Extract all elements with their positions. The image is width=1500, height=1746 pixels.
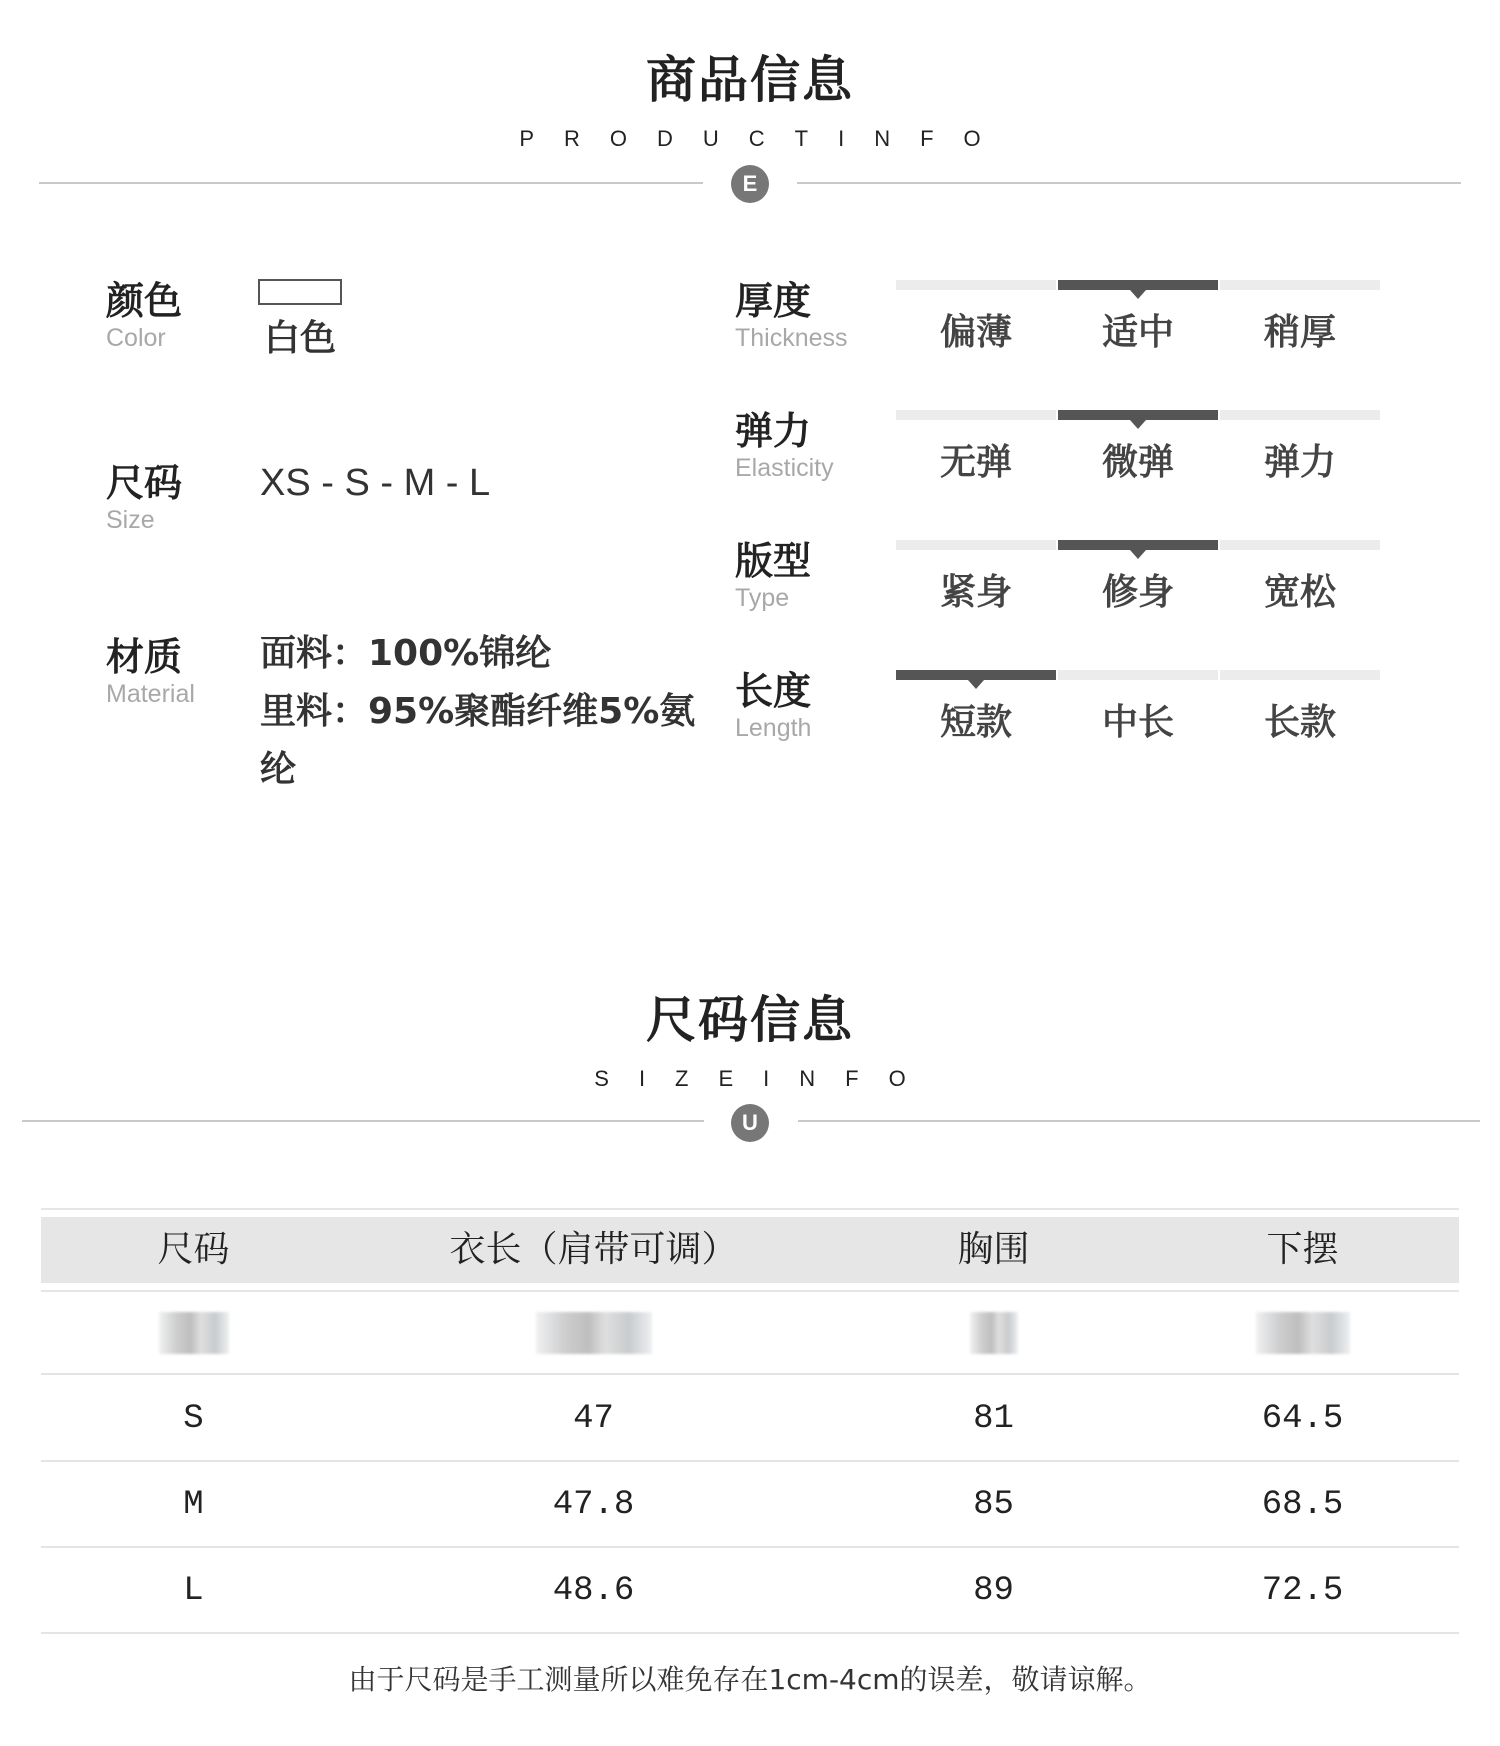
scale-segment — [1220, 540, 1380, 550]
scale-track — [896, 670, 1384, 744]
divider-left — [39, 182, 703, 184]
scale-segment — [1220, 280, 1380, 290]
redacted-cell — [970, 1312, 1018, 1354]
color-label: 颜色 Color — [106, 279, 183, 352]
scale-track — [896, 280, 1384, 354]
cell-hem: 68.5 — [1261, 1486, 1344, 1524]
size-label: 尺码 Size — [106, 461, 183, 534]
table-row — [41, 1549, 1459, 1634]
cell-length: 47 — [573, 1400, 614, 1438]
redacted-row — [41, 1290, 1459, 1375]
divider-right-2 — [798, 1120, 1480, 1122]
scale-segment-selected — [1058, 540, 1218, 550]
scale-option: 宽松 — [1263, 572, 1336, 613]
scale-label: 厚度 Thickness — [735, 279, 848, 352]
scale-segment — [1220, 670, 1380, 680]
material-line-2: 里料：95%聚酯纤维5%氨 — [260, 691, 696, 732]
scale-option: 微弹 — [1101, 442, 1174, 483]
cell-size: M — [183, 1486, 204, 1524]
section-badge-u-icon: U — [731, 1104, 769, 1142]
cell-chest: 89 — [973, 1572, 1014, 1610]
divider-right — [797, 182, 1461, 184]
cell-length: 48.6 — [552, 1572, 635, 1610]
cell-size: S — [183, 1400, 204, 1438]
scale-segment — [896, 280, 1056, 290]
color-value: 白色 — [264, 318, 337, 359]
column-header-length: 衣长（肩带可调） — [449, 1229, 738, 1270]
scale-option: 稍厚 — [1263, 312, 1336, 353]
scale-track — [896, 410, 1384, 484]
scale-segment — [1058, 670, 1218, 680]
column-header-chest: 胸围 — [957, 1229, 1030, 1270]
product-info-title: 商品信息 — [646, 51, 854, 109]
scale-option: 短款 — [939, 702, 1012, 743]
redacted-cell — [1256, 1312, 1350, 1354]
scale-segment-selected — [1058, 280, 1218, 290]
scale-track — [896, 540, 1384, 614]
cell-hem: 64.5 — [1261, 1400, 1344, 1438]
size-table-header — [41, 1217, 1459, 1283]
cell-length: 47.8 — [552, 1486, 635, 1524]
size-value: XS - S - M - L — [260, 462, 491, 504]
scale-segment — [1220, 410, 1380, 420]
material-line-1: 面料：100%锦纶 — [260, 633, 552, 674]
scale-option: 长款 — [1263, 702, 1336, 743]
cell-hem: 72.5 — [1261, 1572, 1344, 1610]
table-top-line — [41, 1208, 1459, 1210]
color-swatch — [258, 279, 342, 305]
scale-option: 偏薄 — [939, 312, 1012, 353]
size-info-subtitle: SIZEINFO — [594, 1066, 936, 1091]
product-info-subtitle: PRODUCTINFO — [519, 126, 1011, 151]
scale-option: 中长 — [1101, 702, 1174, 743]
size-info-title: 尺码信息 — [646, 991, 854, 1049]
scale-option: 无弹 — [939, 442, 1012, 483]
section-badge-e-icon: E — [731, 165, 769, 203]
cell-size: L — [183, 1572, 204, 1610]
scale-option: 紧身 — [939, 572, 1012, 613]
divider-left-2 — [22, 1120, 704, 1122]
scale-option: 适中 — [1101, 312, 1174, 353]
scale-option: 弹力 — [1263, 442, 1336, 483]
product-info-header — [0, 40, 1500, 152]
scale-label: 版型 Type — [735, 539, 812, 612]
scale-segment-selected — [896, 670, 1056, 680]
scale-label: 弹力 Elasticity — [735, 409, 834, 482]
material-line-3: 纶 — [260, 749, 297, 790]
cell-chest: 81 — [973, 1400, 1014, 1438]
table-row — [41, 1463, 1459, 1548]
scale-segment — [896, 540, 1056, 550]
table-row — [41, 1377, 1459, 1462]
column-header-size: 尺码 — [157, 1229, 230, 1270]
redacted-cell — [159, 1312, 229, 1354]
scale-option: 修身 — [1101, 572, 1174, 613]
scale-label: 长度 Length — [735, 669, 812, 742]
material-label: 材质 Material — [106, 635, 195, 708]
measurement-note: 由于尺码是手工测量所以难免存在1cm-4cm的误差，敬请谅解。 — [348, 1663, 1152, 1696]
cell-chest: 85 — [973, 1486, 1014, 1524]
scale-segment-selected — [1058, 410, 1218, 420]
redacted-cell — [536, 1312, 652, 1354]
column-header-hem: 下摆 — [1266, 1229, 1339, 1270]
size-info-header — [0, 980, 1500, 1092]
scale-segment — [896, 410, 1056, 420]
